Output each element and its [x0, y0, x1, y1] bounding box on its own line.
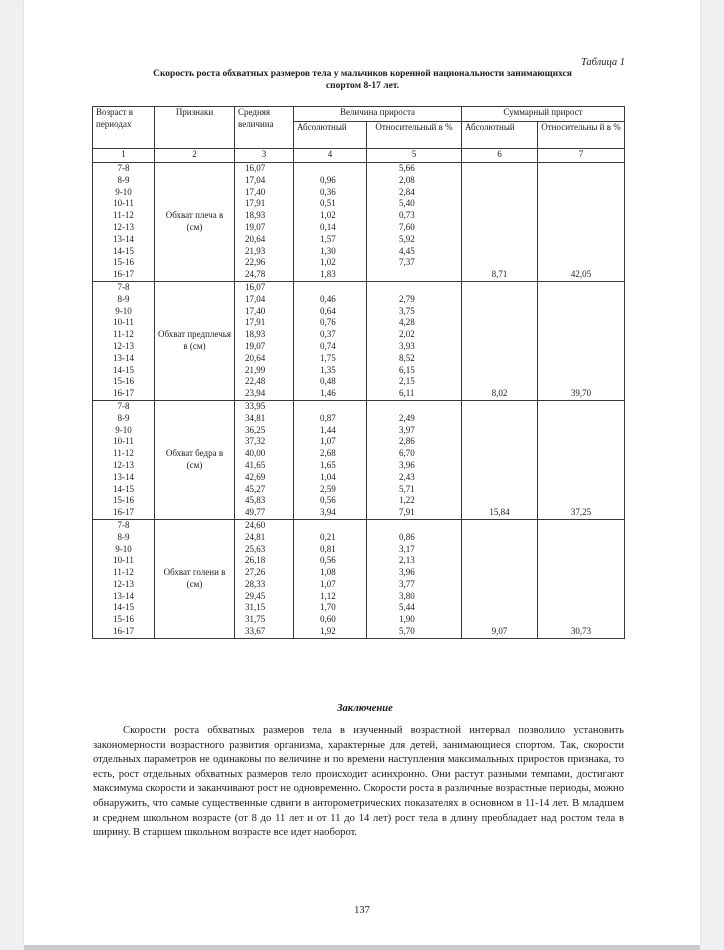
column-number: 4 — [294, 149, 367, 163]
total-relative: 42,05 — [538, 163, 625, 282]
column-number: 5 — [367, 149, 462, 163]
mean-values — [235, 519, 294, 638]
absolute-growth-value: 1,07 — [320, 578, 336, 589]
mean-values-value: 17,04 — [245, 174, 266, 185]
table-block-row — [93, 163, 625, 282]
age-periods-value: 14-15 — [113, 245, 134, 256]
mean-values-value: 45,27 — [245, 483, 266, 494]
age-periods-value: 13-14 — [113, 233, 134, 244]
mean-values-value: 34,81 — [245, 412, 266, 423]
age-periods-value: 16-17 — [113, 626, 134, 637]
absolute-growth-value: 1,30 — [320, 245, 336, 256]
age-periods — [93, 519, 155, 638]
column-number: 7 — [538, 149, 625, 163]
absolute-growth-value: 1,08 — [320, 567, 336, 578]
table-title: Скорость роста обхватных размеров тела у мальчиков коренной национальности занимающихся спортом 8-17 лет. — [153, 69, 572, 91]
total-absolute: 8,02 — [462, 281, 538, 400]
mean-values-value: 23,94 — [245, 388, 266, 399]
absolute-growth-value: 0,64 — [320, 305, 336, 316]
column-number-row — [93, 149, 625, 163]
age-periods-value: 13-14 — [113, 471, 134, 482]
age-periods-value: 11-12 — [113, 448, 134, 459]
relative-growth — [367, 400, 462, 519]
absolute-growth-value: 1,02 — [320, 257, 336, 268]
header-age: Возраст в периодах — [93, 107, 155, 149]
mean-values-value: 29,45 — [245, 590, 266, 601]
relative-growth-value: 2,13 — [399, 555, 415, 566]
header-growth-rel: Относительный в % — [367, 122, 462, 149]
age-periods-value: 7-8 — [117, 400, 130, 411]
mean-values-value: 42,69 — [245, 471, 266, 482]
relative-growth-value: 7,60 — [399, 221, 415, 232]
mean-values-value: 19,07 — [245, 221, 266, 232]
absolute-growth-value: 0,76 — [320, 317, 336, 328]
conclusion-paragraph: Скорости роста обхватных размеров тела в изученный возрастной интервал позволило установить закономерности возрастного развития организма, характерные для детей, занимающиеся спортом. Так, скорости отдельных параметров не одинаковы по величине и по времени наступления максимальных приростов признака, то есть, рост отдельных обхватных размеров тело происходит асинхронно. Они растут разными темпами, достигают максимума скорости и заканчивают рост не одновременно. Скорости роста в различные возрастные периоды, можно обнаружить, что самые существенные сдвиги в анторометрических показателях в основном в 11-14 лет. В младшем и среднем школьном возрасте (от 8 до 11 лет и от 11 до 14 лет) рост тела в длину преобладает над ростом тела в ширину. В старшем школьном возрасте все идет наоборот. — [93, 725, 624, 839]
relative-growth — [367, 281, 462, 400]
absolute-growth — [294, 281, 367, 400]
age-periods-value: 10-11 — [113, 317, 134, 328]
relative-growth-value: 7,91 — [399, 507, 415, 518]
growth-rate-table — [92, 106, 625, 639]
mean-values-value: 24,81 — [245, 531, 266, 542]
age-periods-value: 7-8 — [117, 519, 130, 530]
age-periods-value: 9-10 — [115, 186, 132, 197]
relative-growth-value: 7,37 — [399, 257, 415, 268]
relative-growth-value: 2,49 — [399, 412, 415, 423]
absolute-growth-value: 0,87 — [320, 412, 336, 423]
relative-growth-value: 5,70 — [399, 626, 415, 637]
mean-values-value: 41,65 — [245, 459, 266, 470]
mean-values-value: 16,07 — [245, 163, 266, 173]
relative-growth-value: 2,84 — [399, 186, 415, 197]
mean-values-value: 17,91 — [245, 198, 266, 209]
total-absolute: 8,71 — [462, 163, 538, 282]
mean-values-value: 22,96 — [245, 257, 266, 268]
mean-values-value: 31,15 — [245, 602, 266, 613]
mean-values-value: 28,33 — [245, 578, 266, 589]
absolute-growth-value: 1,46 — [320, 388, 336, 399]
absolute-growth — [294, 163, 367, 282]
absolute-growth-value: 0,36 — [320, 186, 336, 197]
relative-growth-value: 3,97 — [399, 424, 415, 435]
absolute-growth-value — [320, 163, 363, 175]
conclusion-title: Заключение — [337, 703, 393, 714]
column-number: 2 — [155, 149, 235, 163]
age-periods-value: 8-9 — [117, 293, 130, 304]
age-periods-value: 11-12 — [113, 329, 134, 340]
age-periods-value: 10-11 — [113, 555, 134, 566]
header-total-abs: Абсолютный — [462, 122, 538, 149]
relative-growth-value: 4,45 — [399, 245, 415, 256]
age-periods-value: 10-11 — [113, 198, 134, 209]
absolute-growth-value: 1,12 — [320, 590, 336, 601]
relative-growth-value: 4,28 — [399, 317, 415, 328]
absolute-growth-value — [320, 282, 363, 294]
header-total-group: Суммарный прирост — [462, 107, 625, 122]
relative-growth-value: 6,11 — [399, 388, 415, 399]
age-periods-value: 10-11 — [113, 436, 134, 447]
relative-growth-value: 6,15 — [399, 364, 415, 375]
relative-growth-value: 1,22 — [399, 495, 415, 506]
absolute-growth-value: 0,56 — [320, 495, 336, 506]
relative-growth-value: 3,96 — [399, 567, 415, 578]
mean-values-value: 18,93 — [245, 210, 266, 221]
relative-growth-value — [399, 520, 458, 532]
absolute-growth-value: 1,70 — [320, 602, 336, 613]
relative-growth-value — [399, 282, 458, 294]
relative-growth-value: 0,73 — [399, 210, 415, 221]
mean-values-value: 31,75 — [245, 614, 266, 625]
age-periods — [93, 281, 155, 400]
page-number: 137 — [354, 905, 370, 916]
relative-growth-value: 2,79 — [399, 293, 415, 304]
relative-growth-value: 6,70 — [399, 448, 415, 459]
age-periods — [93, 400, 155, 519]
relative-growth-value: 5,44 — [399, 602, 415, 613]
absolute-growth-value: 2,68 — [320, 448, 336, 459]
mean-values — [235, 400, 294, 519]
sign-label: Обхват бедра в (см) — [155, 400, 235, 519]
age-periods-value: 15-16 — [113, 376, 134, 387]
total-absolute: 9,07 — [462, 519, 538, 638]
age-periods-value: 11-12 — [113, 210, 134, 221]
absolute-growth-value: 0,37 — [320, 329, 336, 340]
absolute-growth — [294, 519, 367, 638]
sign-label: Обхват плеча в (см) — [155, 163, 235, 282]
header-growth-group: Величина прироста — [294, 107, 462, 122]
absolute-growth-value: 1,57 — [320, 233, 336, 244]
absolute-growth-value: 1,35 — [320, 364, 336, 375]
age-periods — [93, 163, 155, 282]
absolute-growth-value: 1,02 — [320, 210, 336, 221]
absolute-growth-value: 1,07 — [320, 436, 336, 447]
age-periods-value: 8-9 — [117, 412, 130, 423]
age-periods-value: 14-15 — [113, 483, 134, 494]
age-periods-value: 12-13 — [113, 340, 134, 351]
relative-growth-value: 3,96 — [399, 459, 415, 470]
table-block-row — [93, 519, 625, 638]
absolute-growth-value: 0,21 — [320, 531, 336, 542]
age-periods-value: 14-15 — [113, 602, 134, 613]
age-periods-value: 16-17 — [113, 388, 134, 399]
total-relative: 30,73 — [538, 519, 625, 638]
absolute-growth-value: 0,81 — [320, 543, 336, 554]
relative-growth-value: 1,90 — [399, 614, 415, 625]
relative-growth-value: 5,40 — [399, 198, 415, 209]
absolute-growth-value: 1,92 — [320, 626, 336, 637]
relative-growth — [367, 519, 462, 638]
relative-growth-value: 2,08 — [399, 174, 415, 185]
table-block-row — [93, 281, 625, 400]
mean-values-value: 40,00 — [245, 448, 266, 459]
mean-values — [235, 281, 294, 400]
absolute-growth — [294, 400, 367, 519]
mean-values-value: 26,18 — [245, 555, 266, 566]
relative-growth-value: 2,02 — [399, 329, 415, 340]
mean-values-value: 16,07 — [245, 281, 266, 292]
mean-values-value: 19,07 — [245, 340, 266, 351]
mean-values-value: 45,83 — [245, 495, 266, 506]
mean-values-value: 17,04 — [245, 293, 266, 304]
header-signs: Признаки — [155, 107, 235, 149]
page-edge — [24, 945, 700, 950]
mean-values-value: 33,95 — [245, 400, 266, 411]
age-periods-value: 16-17 — [113, 507, 134, 518]
total-relative: 39,70 — [538, 281, 625, 400]
relative-growth-value: 3,17 — [399, 543, 415, 554]
absolute-growth-value — [320, 520, 363, 532]
total-relative: 37,25 — [538, 400, 625, 519]
mean-values-value: 20,64 — [245, 233, 266, 244]
relative-growth-value: 5,66 — [399, 163, 415, 173]
mean-values-value: 21,93 — [245, 245, 266, 256]
absolute-growth-value: 1,65 — [320, 459, 336, 470]
absolute-growth-value: 2,59 — [320, 483, 336, 494]
age-periods-value: 9-10 — [115, 424, 132, 435]
mean-values-value: 25,63 — [245, 543, 266, 554]
mean-values-value: 33,67 — [245, 626, 266, 637]
absolute-growth-value: 0,48 — [320, 376, 336, 387]
age-periods-value: 15-16 — [113, 495, 134, 506]
age-periods-value: 7-8 — [117, 281, 130, 292]
absolute-growth-value: 0,96 — [320, 174, 336, 185]
age-periods-value: 15-16 — [113, 614, 134, 625]
mean-values-value: 18,93 — [245, 329, 266, 340]
relative-growth-value — [399, 401, 458, 413]
absolute-growth-value: 0,51 — [320, 198, 336, 209]
column-number: 1 — [93, 149, 155, 163]
relative-growth-value: 2,86 — [399, 436, 415, 447]
relative-growth-value: 2,43 — [399, 471, 415, 482]
age-periods-value: 12-13 — [113, 221, 134, 232]
column-number: 3 — [235, 149, 294, 163]
relative-growth-value: 3,80 — [399, 590, 415, 601]
relative-growth-value: 2,15 — [399, 376, 415, 387]
absolute-growth-value: 1,83 — [320, 269, 336, 280]
column-number: 6 — [462, 149, 538, 163]
relative-growth-value: 5,71 — [399, 483, 415, 494]
total-absolute: 15,84 — [462, 400, 538, 519]
table-block-row — [93, 400, 625, 519]
mean-values-value: 37,32 — [245, 436, 266, 447]
mean-values-value: 27,26 — [245, 567, 266, 578]
relative-growth-value: 8,52 — [399, 352, 415, 363]
relative-growth-value: 0,86 — [399, 531, 415, 542]
absolute-growth-value: 0,14 — [320, 221, 336, 232]
mean-values-value: 17,40 — [245, 186, 266, 197]
table-label: Таблица 1 — [580, 57, 625, 68]
sign-label: Обхват голени в (см) — [155, 519, 235, 638]
age-periods-value: 8-9 — [117, 174, 130, 185]
age-periods-value: 7-8 — [117, 163, 130, 173]
age-periods-value: 8-9 — [117, 531, 130, 542]
relative-growth-value: 3,75 — [399, 305, 415, 316]
age-periods-value: 9-10 — [115, 305, 132, 316]
absolute-growth-value: 1,44 — [320, 424, 336, 435]
age-periods-value: 15-16 — [113, 257, 134, 268]
absolute-growth-value: 0,74 — [320, 340, 336, 351]
absolute-growth-value: 1,75 — [320, 352, 336, 363]
absolute-growth-value: 3,94 — [320, 507, 336, 518]
relative-growth — [367, 163, 462, 282]
absolute-growth-value: 0,46 — [320, 293, 336, 304]
age-periods-value: 9-10 — [115, 543, 132, 554]
age-periods-value: 16-17 — [113, 269, 134, 280]
mean-values-value: 20,64 — [245, 352, 266, 363]
relative-growth-value: 5,92 — [399, 233, 415, 244]
absolute-growth-value — [320, 401, 363, 413]
sign-label: Обхват предплечья в (см) — [155, 281, 235, 400]
mean-values-value: 17,91 — [245, 317, 266, 328]
age-periods-value: 12-13 — [113, 578, 134, 589]
mean-values-value: 24,60 — [245, 519, 266, 530]
age-periods-value: 13-14 — [113, 352, 134, 363]
absolute-growth-value: 0,56 — [320, 555, 336, 566]
age-periods-value: 14-15 — [113, 364, 134, 375]
mean-values-value: 22,48 — [245, 376, 266, 387]
absolute-growth-value: 1,04 — [320, 471, 336, 482]
age-periods-value: 12-13 — [113, 459, 134, 470]
age-periods-value: 11-12 — [113, 567, 134, 578]
age-periods-value: 13-14 — [113, 590, 134, 601]
header-total-rel: Относительны й в % — [538, 122, 625, 149]
relative-growth-value — [399, 269, 458, 281]
relative-growth-value: 3,77 — [399, 578, 415, 589]
absolute-growth-value: 0,60 — [320, 614, 336, 625]
mean-values-value: 36,25 — [245, 424, 266, 435]
mean-values-value: 49,77 — [245, 507, 266, 518]
header-mean: Средняя величина — [235, 107, 294, 149]
mean-values-value: 21,99 — [245, 364, 266, 375]
mean-values-value: 24,78 — [245, 269, 266, 280]
relative-growth-value: 3,93 — [399, 340, 415, 351]
mean-values — [235, 163, 294, 282]
mean-values-value: 17,40 — [245, 305, 266, 316]
header-growth-abs: Абсолютный — [294, 122, 367, 149]
